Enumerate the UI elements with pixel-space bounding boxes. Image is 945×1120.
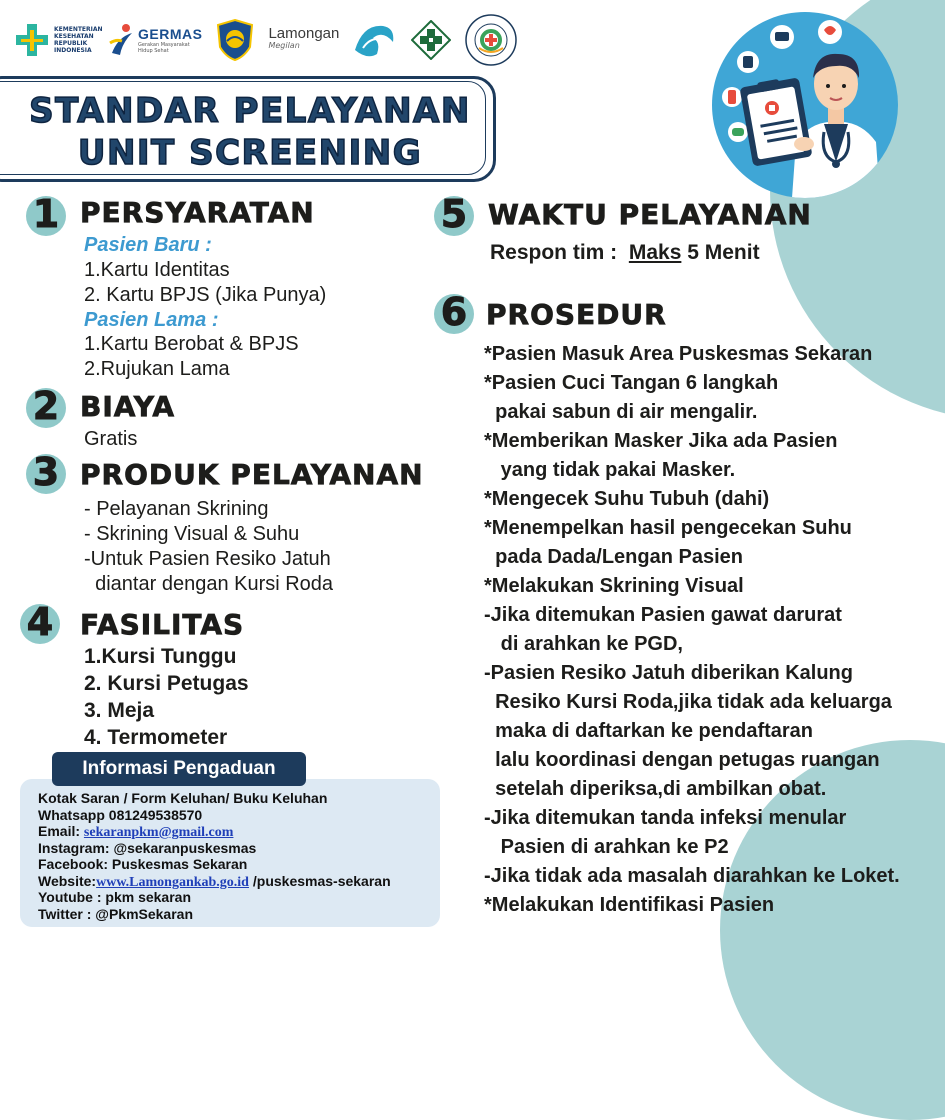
section-1-number-badge: 1 [26, 196, 66, 236]
pasien-lama-list [84, 332, 299, 382]
list-item: Resiko Kursi Roda,jika tidak ada keluarga [484, 691, 892, 713]
list-item: -Untuk Pasien Resiko Jatuh [84, 548, 331, 570]
puskesmas-cross-icon [411, 20, 451, 60]
website-path: /puskesmas-sekaran [248, 872, 391, 889]
list-item: *Pasien Masuk Area Puskesmas Sekaran [484, 343, 873, 365]
lamongan-logo [268, 25, 340, 52]
pasien-baru-label: Pasien Baru : [84, 234, 212, 256]
germas-subtext: Gerakan Masyarakat Hidup Sehat [138, 42, 190, 54]
respon-label: Respon tim : [490, 241, 618, 264]
list-item: - Pelayanan Skrining [84, 498, 269, 520]
kemenkes-icon [14, 22, 50, 58]
logo-row [14, 10, 517, 70]
list-item: 4. Termometer [84, 726, 228, 749]
list-item: diantar dengan Kursi Roda [84, 573, 334, 595]
germas-logo [108, 23, 202, 57]
lamongan-wave-icon [353, 20, 397, 60]
list-item: *Mengecek Suhu Tubuh (dahi) [484, 488, 770, 510]
section-5-title: WAKTU PELAYANAN [488, 198, 812, 231]
section-2-number-badge: 2 [26, 388, 66, 428]
list-item: 2.Rujukan Lama [84, 358, 230, 380]
kemenkes-logo [14, 22, 103, 58]
lamongan-crest-icon [216, 19, 254, 61]
website-label: Website: [38, 872, 97, 889]
pasien-baru-list [84, 258, 326, 308]
biaya-text: Gratis [84, 428, 138, 450]
list-item: Pasien di arahkan ke P2 [484, 836, 729, 858]
fasilitas-list [84, 643, 249, 751]
list-item: *Melakukan Identifikasi Pasien [484, 894, 775, 916]
kotak-saran-line: Kotak Saran / Form Keluhan/ Buku Keluhan [38, 790, 328, 806]
lamongan-text: Lamongan [268, 25, 340, 42]
list-item: - Skrining Visual & Suhu [84, 523, 300, 545]
prosedur-list [484, 340, 900, 920]
list-item: pada Dada/Lengan Pasien [484, 546, 743, 568]
list-item: 1.Kartu Berobat & BPJS [84, 333, 299, 355]
pasien-lama-label: Pasien Lama : [84, 309, 219, 331]
list-item: 1.Kartu Identitas [84, 259, 230, 281]
germas-text: GERMAS [138, 26, 203, 42]
email-label: Email: [38, 823, 84, 839]
title-line-2: UNIT SCREENING [77, 133, 423, 173]
section-5-number-badge: 5 [434, 196, 474, 236]
website-link[interactable]: www.Lamongankab.go.id [96, 874, 249, 890]
list-item: pakai sabun di air mengalir. [484, 401, 758, 423]
section-6-number-badge: 6 [434, 294, 474, 334]
lamongan-subtext: Megilan [268, 41, 300, 50]
page-title [0, 90, 500, 174]
instagram-line: Instagram: @sekaranpuskesmas [38, 839, 257, 856]
website-line [38, 873, 391, 890]
list-item: -Jika ditemukan tanda infeksi menular [484, 807, 847, 829]
facebook-line: Facebook: Puskesmas Sekaran [38, 856, 248, 872]
list-item: lalu koordinasi dengan petugas ruangan [484, 749, 880, 771]
kemenkes-text: KEMENTERIAN KESEHATAN REPUBLIK INDONESIA [54, 26, 103, 54]
list-item: 3. Meja [84, 699, 155, 722]
respon-value: 5 Menit [687, 241, 760, 264]
youtube-line: Youtube : pkm sekaran [38, 889, 192, 905]
pengaduan-header: Informasi Pengaduan [52, 752, 306, 786]
respon-tim-row [490, 240, 760, 265]
title-line-1: STANDAR PELAYANAN [29, 91, 471, 131]
germas-figure-icon [108, 23, 136, 57]
section-4-title: FASILITAS [80, 608, 245, 641]
email-link[interactable]: sekaranpkm@gmail.com [83, 825, 234, 840]
section-2-title: BIAYA [80, 390, 176, 423]
list-item: -Pasien Resiko Jatuh diberikan Kalung [484, 662, 853, 684]
pengaduan-contact-list [38, 790, 391, 922]
section-1-title: PERSYARATAN [80, 196, 315, 229]
section-3-number-badge: 3 [26, 454, 66, 494]
puskesmas-seal-logo [465, 14, 517, 66]
list-item: 2. Kursi Petugas [84, 672, 249, 695]
section-6-title: PROSEDUR [486, 298, 667, 331]
list-item: *Pasien Cuci Tangan 6 langkah [484, 372, 779, 394]
puskesmas-seal-icon [465, 14, 517, 66]
list-item: -Jika tidak ada masalah diarahkan ke Loket. [484, 865, 900, 887]
whatsapp-line: Whatsapp 081249538570 [38, 806, 203, 823]
section-4-number-badge: 4 [20, 604, 60, 644]
list-item: yang tidak pakai Masker. [484, 459, 736, 481]
twitter-line: Twitter : @PkmSekaran [38, 905, 193, 922]
list-item: *Melakukan Skrining Visual [484, 575, 744, 597]
list-item: setelah diperiksa,di ambilkan obat. [484, 778, 827, 800]
list-item: -Jika ditemukan Pasien gawat darurat [484, 604, 842, 626]
list-item: *Menempelkan hasil pengecekan Suhu [484, 517, 852, 539]
list-item: *Memberikan Masker Jika ada Pasien [484, 430, 838, 452]
produk-pelayanan-list [84, 497, 333, 597]
section-3-title: PRODUK PELAYANAN [80, 458, 424, 491]
respon-maks: Maks [628, 241, 682, 264]
doctor-illustration [712, 12, 898, 198]
list-item: di arahkan ke PGD, [484, 633, 683, 655]
list-item: 2. Kartu BPJS (Jika Punya) [84, 284, 327, 306]
list-item: 1.Kursi Tunggu [84, 645, 237, 668]
list-item: maka di daftarkan ke pendaftaran [484, 720, 814, 742]
email-line [38, 823, 391, 840]
